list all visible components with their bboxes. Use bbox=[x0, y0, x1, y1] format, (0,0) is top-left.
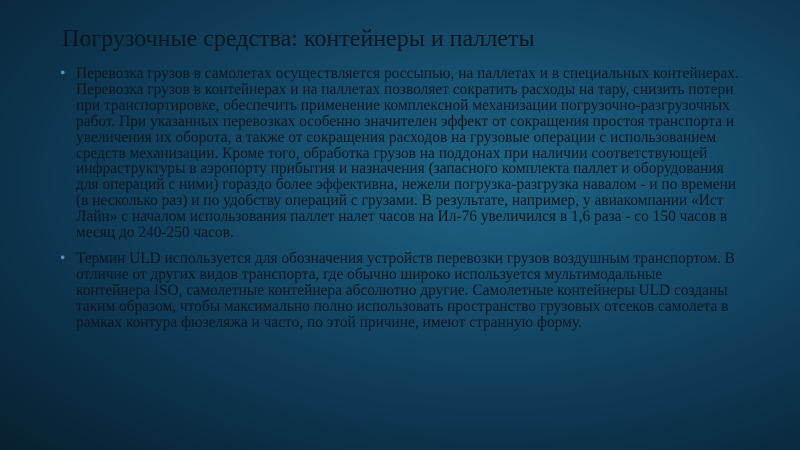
bullet-item-uld bbox=[60, 251, 740, 331]
bullet-text: Термин ULD используется для обозначения устройств перевозки грузов воздушным транспортом. В отличие от других видов транспорта, где обычно широко используется мультимодальные контейнера ISO, самолетные контейнера абсолютно другие. Самолетные контейнеры ULD созданы таким образом, чтобы максимально полно использовать пространство грузовых отсеков самолета в рамках контура фюзеляжа и часто, по этой причине, имеют странную форму. bbox=[76, 249, 735, 331]
bullet-dot-icon: • bbox=[60, 65, 66, 82]
bullet-dot-icon: • bbox=[60, 249, 66, 267]
bullet-list bbox=[60, 66, 740, 341]
bullet-item-pallets bbox=[60, 66, 740, 241]
slide-title: Погрузочные средства: контейнеры и паллеты bbox=[62, 26, 535, 52]
bullet-text: Перевозка грузов в самолетах осуществляется россыпью, на паллетах и в специальных контейнерах. Перевозка грузов в контейнерах и на паллетах позволяет сократить расходы на тару, снизить потери при транспортировке, обеспечить применение комплексной механизации погрузочно-разгрузочных работ. При указанных перевозках особенно значителен эффект от сокращения простоя транспорта и увеличения их оборота, а также от сокращения расходов на грузовые операции с использованием средств механизации. Кроме того, обработка грузов на поддонах при наличии соответствующей инфраструктуры в аэропорту прибытия и назначения (запасного комплекта паллет и оборудования для операций с ними) гораздо более эффективна, нежели погрузка-разгрузка навалом - и по времени (в несколько раз) и по удобству операций с грузами. В результате, например, у авиакомпании «Ист Лайн» с началом использования паллет налет часов на Ил-76 увеличился в 1,6 раза - со 150 часов в месяц до 240-250 часов. bbox=[76, 65, 739, 242]
